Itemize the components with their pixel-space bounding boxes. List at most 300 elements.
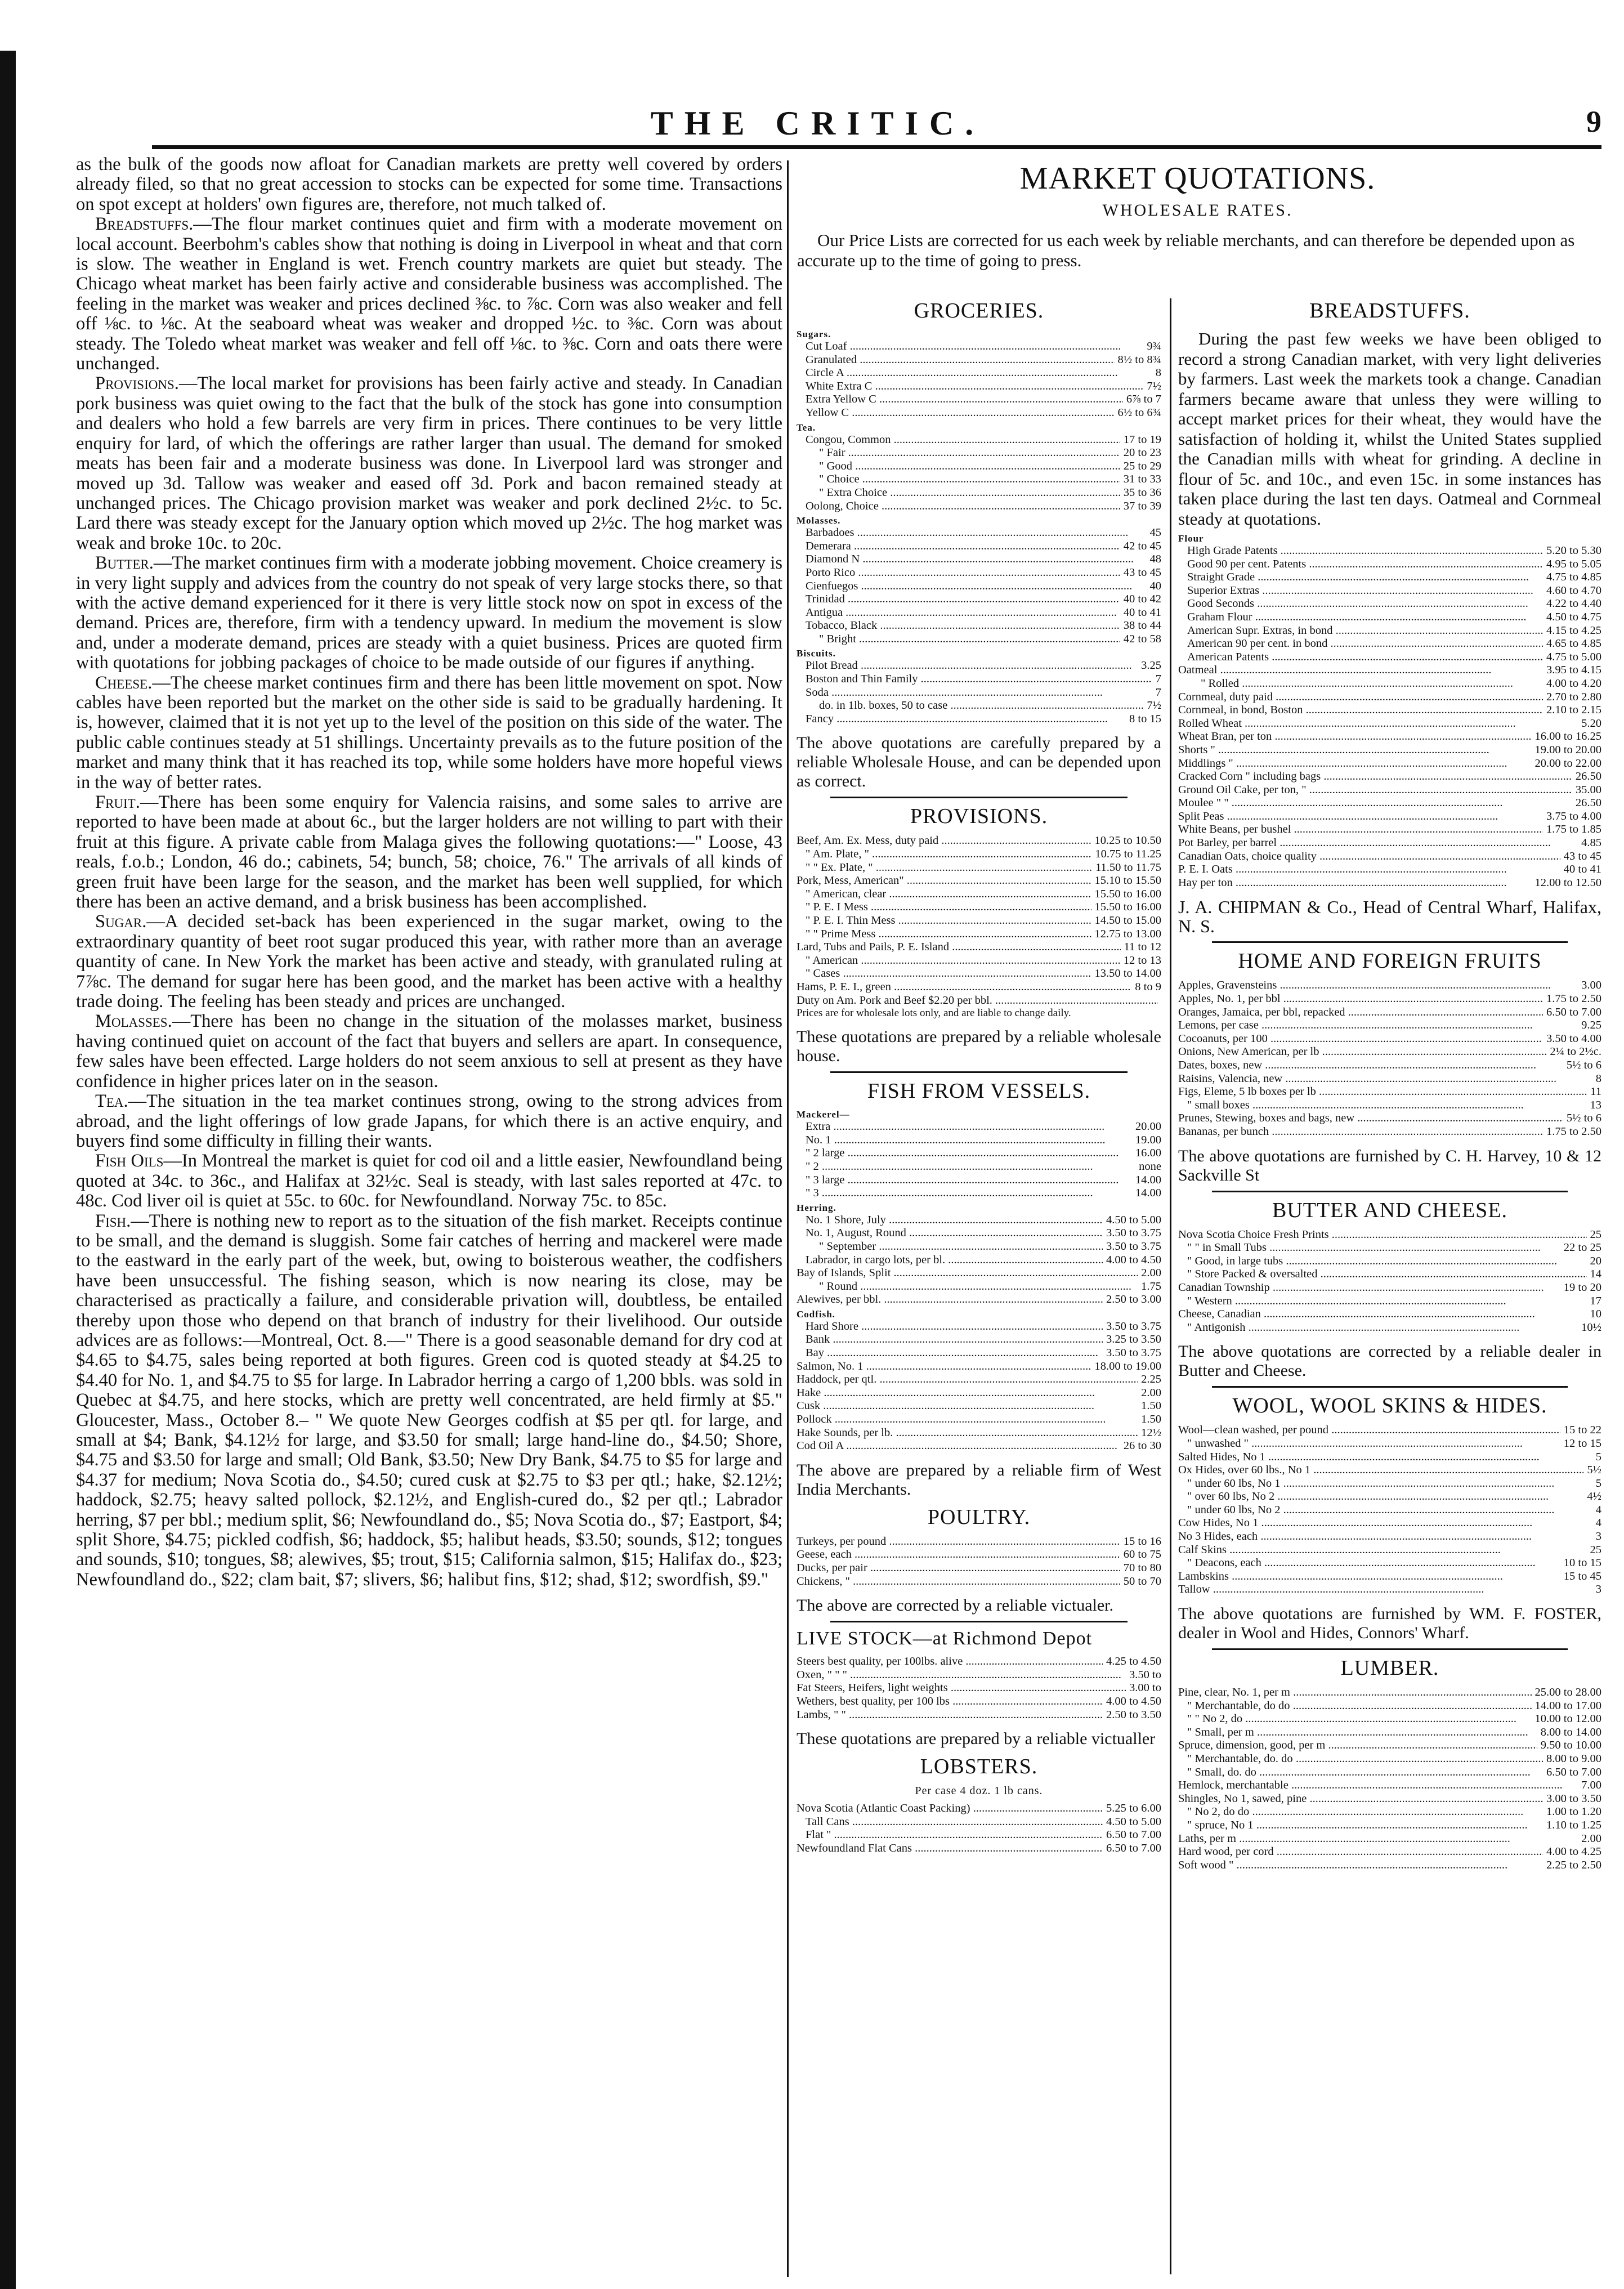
item-price: 4.15 to 4.25 (1546, 624, 1601, 637)
item-name: " Rolled ..... (1178, 677, 1543, 691)
paragraph-lead: Sugar. (95, 911, 147, 932)
section-rule (1212, 1648, 1568, 1650)
item-name: Dates, boxes, new ..... (1178, 1059, 1563, 1072)
item-price: 50 to 70 (1123, 1575, 1161, 1588)
price-row (797, 686, 1161, 700)
item-name: Cheese, Canadian ..... (1178, 1308, 1587, 1321)
price-row (1178, 1779, 1601, 1792)
price-row (1178, 1570, 1601, 1584)
item-price: 4.00 to 4.50 (1106, 1253, 1161, 1266)
lobsters-table (797, 1802, 1161, 1855)
price-row (797, 500, 1161, 513)
poultry-table (797, 1535, 1161, 1588)
item-name: Apples, Gravensteins ..... (1178, 979, 1578, 993)
item-price: 42 to 45 (1123, 539, 1161, 552)
price-row (797, 1669, 1161, 1682)
item-price: 20.00 (1135, 1120, 1161, 1133)
item-name: " unwashed " ..... (1178, 1437, 1560, 1451)
item-name: " Bright ..... (797, 633, 1120, 646)
item-name: Haddock, per qtl. ..... (797, 1373, 1138, 1387)
item-name: Wethers, best quality, per 100 lbs ..... (797, 1695, 1103, 1709)
provisions-section (797, 804, 1161, 1066)
item-price: 3.50 to 3.75 (1106, 1240, 1161, 1253)
category-heading: Flour (1178, 533, 1204, 544)
item-price: 5 (1595, 1450, 1601, 1463)
item-price: 70 to 80 (1123, 1562, 1161, 1574)
price-list-intro: Our Price Lists are corrected for us each week by reliable merchants, and can therefore be depended upon as accurate up to the time of going to press. (797, 230, 1575, 270)
price-row (797, 593, 1161, 606)
price-row (1178, 597, 1601, 611)
item-name: Trinidad ..... (797, 593, 1120, 606)
price-row (1178, 1059, 1601, 1072)
market-quotations-title: MARKET QUOTATIONS. (1019, 161, 1376, 196)
butter-title: BUTTER AND CHEESE. (1272, 1198, 1508, 1222)
category-heading: Sugars. (797, 329, 831, 339)
price-row (797, 1682, 1161, 1695)
price-row (797, 834, 1161, 848)
item-name: " " No 2, do ..... (1178, 1713, 1532, 1726)
item-price: 60 to 75 (1123, 1548, 1161, 1561)
report-paragraph (76, 1211, 782, 1590)
item-price: 2.50 to 3.00 (1106, 1293, 1161, 1306)
provisions-title: PROVISIONS. (910, 804, 1048, 829)
item-price: 14 (1590, 1268, 1601, 1281)
price-row (1178, 651, 1601, 664)
breadstuffs-report: During the past few weeks we have been obliged to record a strong Canadian market, with very light deliveries by farmers. Last week the markets took a change. Canadian farmers became aware that unless they were willing to accept market prices for their wheat, they would have the satisfaction of holding it, whilst the United States supplied the Canadian mills with wheat for grinding. A decline in flour of 5c. and 10c., and even 15c. in some instances has taken place during the last ten days. Oatmeal and Cornmeal steady at quotations. (1178, 329, 1601, 529)
item-price: 19.00 to 20.00 (1534, 743, 1601, 756)
price-row (797, 1333, 1161, 1347)
item-price: 26.50 (1575, 770, 1601, 783)
breadstuffs-section (1178, 298, 1601, 936)
masthead (34, 104, 1601, 144)
item-name: Oolong, Choice ..... (797, 500, 1120, 513)
price-row (1178, 979, 1601, 993)
item-price: 15.50 to 16.00 (1094, 901, 1161, 914)
item-name: Ground Oil Cake, per ton, " ..... (1178, 784, 1572, 797)
groceries-title: GROCERIES. (914, 299, 1044, 323)
item-price: 1.50 (1141, 1400, 1161, 1412)
item-price: 3.00 (1581, 979, 1601, 992)
item-price: 5½ to 6 (1566, 1059, 1601, 1071)
item-price: 2¼ to 2½c. (1550, 1045, 1601, 1058)
item-price: 40 (1149, 579, 1161, 592)
item-price: 7½ (1147, 699, 1161, 712)
price-row (797, 1548, 1161, 1562)
report-paragraph (76, 793, 782, 912)
item-name: Flat " ..... (797, 1828, 1103, 1842)
item-price: 15.10 to 15.50 (1094, 874, 1161, 887)
price-row (797, 540, 1161, 553)
price-row (1178, 1752, 1601, 1766)
breadstuffs-note: J. A. CHIPMAN & Co., Head of Central Wharf, Halifax, N. S. (1178, 897, 1601, 937)
item-name: Middlings " ..... (1178, 757, 1532, 771)
price-row (1178, 1072, 1601, 1086)
price-row (1178, 1437, 1601, 1451)
item-name: Lemons, per case ..... (1178, 1019, 1578, 1032)
poultry-section (797, 1505, 1161, 1615)
price-row (797, 954, 1161, 968)
item-name: No. 1 Shore, July ..... (797, 1214, 1103, 1227)
item-name: Wheat Bran, per ton ..... (1178, 730, 1532, 744)
price-row (797, 354, 1161, 367)
item-price: 4½ (1587, 1490, 1601, 1503)
price-row (797, 1254, 1161, 1267)
item-price: 11 to 12 (1124, 941, 1161, 954)
price-row (797, 1214, 1161, 1227)
middle-quote-column (797, 293, 1161, 1856)
item-price: 10.25 to 10.50 (1094, 834, 1161, 847)
item-price: 7.00 (1581, 1779, 1601, 1792)
item-name: " P. E. I Mess ..... (797, 901, 1091, 914)
item-price: 10½ (1581, 1321, 1601, 1334)
item-price: 14.00 (1135, 1173, 1161, 1186)
livestock-title: LIVE STOCK—at Richmond Depot (797, 1628, 1093, 1649)
price-row (797, 1320, 1161, 1334)
item-name: " Small, per m ..... (1178, 1726, 1537, 1740)
item-price: 26 to 30 (1123, 1439, 1161, 1452)
item-name: Tobacco, Black ..... (797, 619, 1120, 633)
section-rule (1212, 1386, 1568, 1388)
item-name: Superior Extras ..... (1178, 584, 1543, 598)
butter-note: The above quotations are corrected by a reliable dealer in Butter and Cheese. (1178, 1342, 1601, 1380)
report-paragraph (76, 912, 782, 1012)
item-name: Shorts " ..... (1178, 744, 1532, 757)
item-price: 16.00 to 16.25 (1534, 730, 1601, 743)
price-row (1178, 1517, 1601, 1530)
item-price: 10 (1590, 1308, 1601, 1321)
item-price: 8.00 to 14.00 (1540, 1725, 1601, 1738)
groceries-table (797, 329, 1161, 726)
paragraph-text: —The cheese market continues firm and there has been little movement on spot. Now cables have been reported but the market on the other side is said to be gradually hardening. It is, however, claimed that it is not yet up to the level of the position on this side of the water. The public cable continues steady at 51 shillings. Uncertainty prevails as to the future position of the market and many think that it has reached its top, while some holders have more hopeful views in the way of better rates. (76, 672, 782, 793)
item-price: 7 (1155, 686, 1161, 699)
column-divider-right (1170, 298, 1171, 2274)
item-price: 4.75 to 5.00 (1546, 650, 1601, 663)
price-row (1178, 770, 1601, 784)
item-price: 14.00 (1135, 1187, 1161, 1200)
poultry-title: POULTRY. (927, 1505, 1031, 1529)
price-row (1178, 544, 1601, 558)
fruits-title: HOME AND FOREIGN FRUITS (1238, 949, 1542, 973)
item-price: 17 (1590, 1294, 1601, 1307)
price-row (1178, 1686, 1601, 1700)
price-row (797, 1267, 1161, 1280)
item-name: Straight Grade ..... (1178, 571, 1543, 584)
item-name: " Antigonish ..... (1178, 1321, 1578, 1335)
item-price: 3.50 to (1129, 1668, 1161, 1681)
price-row (797, 659, 1161, 673)
item-name: " Small, do. do ..... (1178, 1766, 1543, 1780)
lumber-table (1178, 1686, 1601, 1872)
item-name: Turkeys, per pound ..... (797, 1535, 1120, 1549)
price-row (1178, 1583, 1601, 1597)
item-price: 5½ (1587, 1464, 1601, 1477)
lumber-title: LUMBER. (1340, 1656, 1439, 1680)
item-price: 2.70 to 2.80 (1546, 690, 1601, 703)
report-paragraph (76, 673, 782, 793)
price-row (1178, 1295, 1601, 1308)
price-row (797, 580, 1161, 593)
price-row (1178, 1085, 1601, 1099)
price-row (797, 1280, 1161, 1294)
paragraph-text: —The local market for provisions has been fairly active and steady. In Canadian pork business was quiet owing to the fact that the bulk of the stock has gone into consumption and dealers who hold a few barrels are very firm in prices. There continues to be very little enquiry for lard, of which the offerings are rather larger than usual. The demand for smoked meats has been fair and a moderate business was done. In Liverpool lard was stronger and moved up 3d. Tallow was weaker and eased off 3d. Pork and bacon remained steady at unchanged prices. The Chicago provision market was weaker and pork declined 2½c. to 5c. Lard there was steady except for the January option which moved up 2½c. The hog market was weak and broke 10c. to 20c. (76, 373, 782, 553)
price-row (797, 1439, 1161, 1453)
price-row (1178, 1832, 1601, 1846)
item-price: 42 to 58 (1123, 632, 1161, 645)
price-row (1178, 1859, 1601, 1872)
item-price: 3 (1595, 1583, 1601, 1596)
price-row (797, 526, 1161, 540)
item-price (1158, 994, 1161, 1008)
item-name: Laths, per m ..... (1178, 1832, 1578, 1846)
price-row (1178, 810, 1601, 824)
item-name: " small boxes ..... (1178, 1099, 1587, 1112)
paragraph-lead: Fruit. (95, 792, 140, 812)
paragraph-text: —The market continues firm with a moderate jobbing movement. Choice creamery is in very light supply and advices from the country do not speak of very large stocks there, so that with the active demand experienced for it there is very little stock now on spot in excess of the demand. Prices are, therefore, firm with a tendency upward. In medium the movement is slow and, under a moderate demand, prices are steady with a quiet business. Prices are quoted firm with quotations for jobbing packages of choice to be made outside of our figures if anything. (76, 553, 782, 673)
item-price: 1.75 (1141, 1280, 1161, 1293)
market-report-column (76, 155, 782, 1590)
item-name: Split Peas ..... (1178, 810, 1543, 824)
item-name: Granulated ..... (797, 354, 1115, 367)
report-paragraph (76, 374, 782, 553)
item-price: 25 (1590, 1228, 1601, 1241)
item-name: do. in 1lb. boxes, 50 to case ..... (797, 699, 1143, 713)
wool-section (1178, 1393, 1601, 1643)
item-price: 1.00 to 1.20 (1546, 1805, 1601, 1818)
item-price: 15 to 45 (1563, 1570, 1601, 1582)
item-price: 7 (1155, 673, 1161, 686)
item-name: Shingles, No 1, sawed, pine ..... (1178, 1792, 1543, 1806)
price-row (1178, 797, 1601, 810)
price-row (1178, 1281, 1601, 1295)
price-row (797, 1816, 1161, 1829)
livestock-section (797, 1628, 1161, 1749)
masthead-rule (152, 145, 1601, 149)
item-name: Cod Oil A ..... (797, 1439, 1120, 1453)
item-price: 6.50 to 7.00 (1106, 1828, 1161, 1841)
price-row (797, 967, 1161, 981)
item-price: 35 to 36 (1123, 486, 1161, 499)
item-price: none (1139, 1160, 1161, 1173)
item-price: 2.10 to 2.15 (1546, 704, 1601, 717)
wool-note: The above quotations are furnished by WM. F. FOSTER, dealer in Wool and Hides, Connors' Wharf. (1178, 1604, 1601, 1643)
category-heading: Mackerel— (797, 1109, 850, 1120)
price-row (1178, 993, 1601, 1006)
item-name: " Fair ..... (797, 446, 1120, 460)
price-row (1178, 1792, 1601, 1806)
item-price: 2.25 to 2.50 (1546, 1858, 1601, 1871)
item-name: " P. E. I. Thin Mess ..... (797, 914, 1091, 928)
item-price: 4.50 to 5.00 (1106, 1815, 1161, 1828)
lobsters-section (797, 1754, 1161, 1855)
item-price: 22 to 25 (1563, 1241, 1601, 1254)
price-row (797, 1160, 1161, 1174)
item-name: Hake ..... (797, 1387, 1138, 1400)
item-price: 16.00 (1135, 1147, 1161, 1160)
item-price: 12½ (1141, 1426, 1161, 1439)
price-row (797, 699, 1161, 713)
item-price: 12.75 to 13.00 (1094, 927, 1161, 940)
item-price: 4.95 to 5.05 (1546, 557, 1601, 570)
item-name: Hemlock, merchantable ..... (1178, 1779, 1578, 1792)
groceries-section (797, 298, 1161, 791)
item-price: 12 to 13 (1123, 954, 1161, 967)
price-row (1178, 611, 1601, 624)
item-price: 3.95 to 4.15 (1546, 664, 1601, 677)
item-name: Fat Steers, Heifers, light weights ..... (797, 1682, 1126, 1695)
item-name: Pine, clear, No. 1, per m ..... (1178, 1686, 1532, 1700)
category-heading: Tea. (797, 422, 816, 433)
item-price: 6.50 to 7.00 (1106, 1841, 1161, 1854)
item-name: Hay per ton ..... (1178, 877, 1532, 890)
item-name: Congou, Common ..... (797, 433, 1120, 447)
item-name: " Cases ..... (797, 967, 1091, 981)
item-price: 4.65 to 4.85 (1546, 637, 1601, 650)
item-price: 31 to 33 (1123, 473, 1161, 486)
item-price: 2.25 (1141, 1373, 1161, 1386)
item-name: " under 60 lbs, No 2 ..... (1178, 1504, 1592, 1517)
price-row (797, 1535, 1161, 1549)
item-name: Ducks, per pair ..... (797, 1562, 1120, 1575)
price-row (797, 1413, 1161, 1427)
item-name: Cornmeal, in bond, Boston ..... (1178, 704, 1543, 717)
item-name: Good 90 per cent. Patents ..... (1178, 558, 1543, 571)
item-name: Spruce, dimension, good, per m ..... (1178, 1739, 1537, 1752)
price-row (797, 874, 1161, 888)
section-rule (830, 797, 1128, 798)
price-row (797, 393, 1161, 406)
item-name: Cocoanuts, per 100 ..... (1178, 1032, 1543, 1046)
item-name: " " Prime Mess ..... (797, 928, 1091, 941)
item-price: 14.00 to 17.00 (1534, 1699, 1601, 1712)
item-price: 6.50 to 7.00 (1546, 1005, 1601, 1018)
item-name: " Merchantable, do. do ..... (1178, 1752, 1543, 1766)
price-row (1178, 757, 1601, 771)
item-name: Steers best quality, per 100lbs. alive ..... (797, 1655, 1103, 1669)
price-row (797, 941, 1161, 954)
item-price: 4.75 to 4.85 (1546, 571, 1601, 584)
item-price: 2.50 to 3.50 (1106, 1708, 1161, 1721)
item-name: Nova Scotia Choice Fresh Prints ..... (1178, 1228, 1587, 1242)
item-price: 15 to 22 (1563, 1424, 1601, 1437)
item-name: " spruce, No 1 ..... (1178, 1819, 1543, 1832)
item-name: Hams, P. E. I., green ..... (797, 981, 1131, 994)
item-price: 2.00 (1581, 1832, 1601, 1845)
item-name: Diamond N ..... (797, 553, 1147, 566)
item-price: 13 (1590, 1098, 1601, 1111)
section-rule (830, 1621, 1128, 1622)
report-paragraph (76, 1012, 782, 1092)
price-row (1178, 1321, 1601, 1335)
item-name: Calf Skins ..... (1178, 1544, 1587, 1557)
paragraph-lead: Molasses. (95, 1011, 172, 1032)
item-name: Hard wood, per cord ..... (1178, 1845, 1543, 1859)
livestock-table (797, 1655, 1161, 1722)
paragraph-text: —There has been no change in the situation of the molasses market, business having continued quiet on account of the fact that buyers and sellers are apart. In consequence, few sales have been effected. Large holders do not seem anxious to sell at present as they have confidence in higher prices later on in the season. (76, 1011, 782, 1092)
item-price: 37 to 39 (1123, 499, 1161, 512)
item-name: Salted Hides, No 1 ..... (1178, 1451, 1592, 1464)
item-price: 3.75 to 4.00 (1546, 810, 1601, 822)
price-row (1178, 784, 1601, 797)
lumber-section (1178, 1656, 1601, 1872)
item-price: 12 to 15 (1563, 1437, 1601, 1450)
item-price: 19.00 (1135, 1133, 1161, 1146)
item-price: 3.25 (1141, 659, 1161, 672)
item-price: 40 to 41 (1563, 863, 1601, 876)
item-name: Oranges, Jamaica, per bbl, repacked ..... (1178, 1006, 1543, 1020)
livestock-note: These quotations are prepared by a reliable victualler (797, 1729, 1156, 1749)
item-price: 8.00 to 9.00 (1546, 1752, 1601, 1765)
price-row (1178, 558, 1601, 571)
price-row (1178, 1019, 1601, 1032)
paragraph-lead: Tea. (95, 1091, 128, 1112)
item-price: 45 (1149, 526, 1161, 539)
item-name: " 2 ..... (797, 1160, 1135, 1174)
item-price: 4.50 to 5.00 (1106, 1213, 1161, 1226)
price-row (797, 1387, 1161, 1400)
item-price: 5.20 (1581, 717, 1601, 730)
item-price: 6½ to 6¾ (1117, 406, 1161, 419)
paragraph-text: —There has been some enquiry for Valencia raisins, and some sales to arrive are reported to have been made at about 6c., but the larger holders are not willing to part with their fruit at this figure. A private cable from Malaga gives the following quotations:—" Loose, 43 reals, f.o.b.; London, 46 do.; cabinets, 54; bunch, 58; choice, 76." The arrivals of all kinds of green fruit have been large for the season, and the market has been well supplied, for which there has been an active demand, and a brisk business has been accomplished. (76, 792, 782, 913)
item-name: Tallow ..... (1178, 1583, 1592, 1597)
price-row (797, 1400, 1161, 1413)
item-name: Extra ..... (797, 1120, 1132, 1134)
item-price: 4.22 to 4.40 (1546, 597, 1601, 610)
item-price: 25 (1590, 1543, 1601, 1556)
item-name: Soda ..... (797, 686, 1152, 700)
price-row (797, 1802, 1161, 1816)
item-name: " over 60 lbs, No 2 ..... (1178, 1490, 1583, 1504)
price-row (1178, 1308, 1601, 1321)
price-row (797, 366, 1161, 380)
paragraph-lead: Fish Oils (95, 1151, 164, 1172)
price-row (797, 1120, 1161, 1134)
price-row (1178, 1819, 1601, 1832)
item-price: 3 (1595, 1530, 1601, 1543)
wool-table (1178, 1424, 1601, 1597)
paragraph-text: —The situation in the tea market continues strong, owing to the strong advices from abroad, and the light offerings of low grade Japans, for which there is an active enquiry, and buyers find some difficulty in filling their wants. (76, 1091, 782, 1151)
poultry-note: The above are corrected by a reliable victualer. (797, 1596, 1114, 1615)
item-price: 15.50 to 16.00 (1094, 887, 1161, 900)
fruits-note: The above quotations are furnished by C. H. Harvey, 10 & 12 Sackville St (1178, 1146, 1601, 1184)
item-price: 12.00 to 12.50 (1534, 876, 1601, 889)
price-row (797, 1709, 1161, 1722)
price-row (797, 619, 1161, 633)
price-row (797, 1695, 1161, 1709)
price-row (797, 1174, 1161, 1187)
item-name: Antigua ..... (797, 606, 1120, 620)
item-name: Lard, Tubs and Pails, P. E. Island ..... (797, 941, 1121, 954)
price-row (797, 848, 1161, 861)
butter-section (1178, 1198, 1601, 1381)
item-price: 20 (1590, 1254, 1601, 1267)
report-paragraph (76, 553, 782, 673)
paragraph-lead: Breadstuffs. (95, 214, 194, 235)
item-price: 3.00 to (1129, 1682, 1161, 1695)
item-name: Canadian Oats, choice quality ..... (1178, 850, 1560, 864)
item-name: Nova Scotia (Atlantic Coast Packing) ..... (797, 1802, 1103, 1816)
item-name: Pollock ..... (797, 1413, 1138, 1427)
fish-note: The above are prepared by a reliable firm of West India Merchants. (797, 1460, 1161, 1499)
price-row (797, 446, 1161, 460)
price-row (1178, 1006, 1601, 1020)
fruits-section (1178, 949, 1601, 1184)
item-name: Geese, each ..... (797, 1548, 1120, 1562)
report-paragraph (76, 214, 782, 374)
category-heading: Codfish. (797, 1308, 835, 1320)
price-row (797, 1373, 1161, 1387)
price-row (797, 606, 1161, 620)
item-price: 5 (1595, 1477, 1601, 1490)
